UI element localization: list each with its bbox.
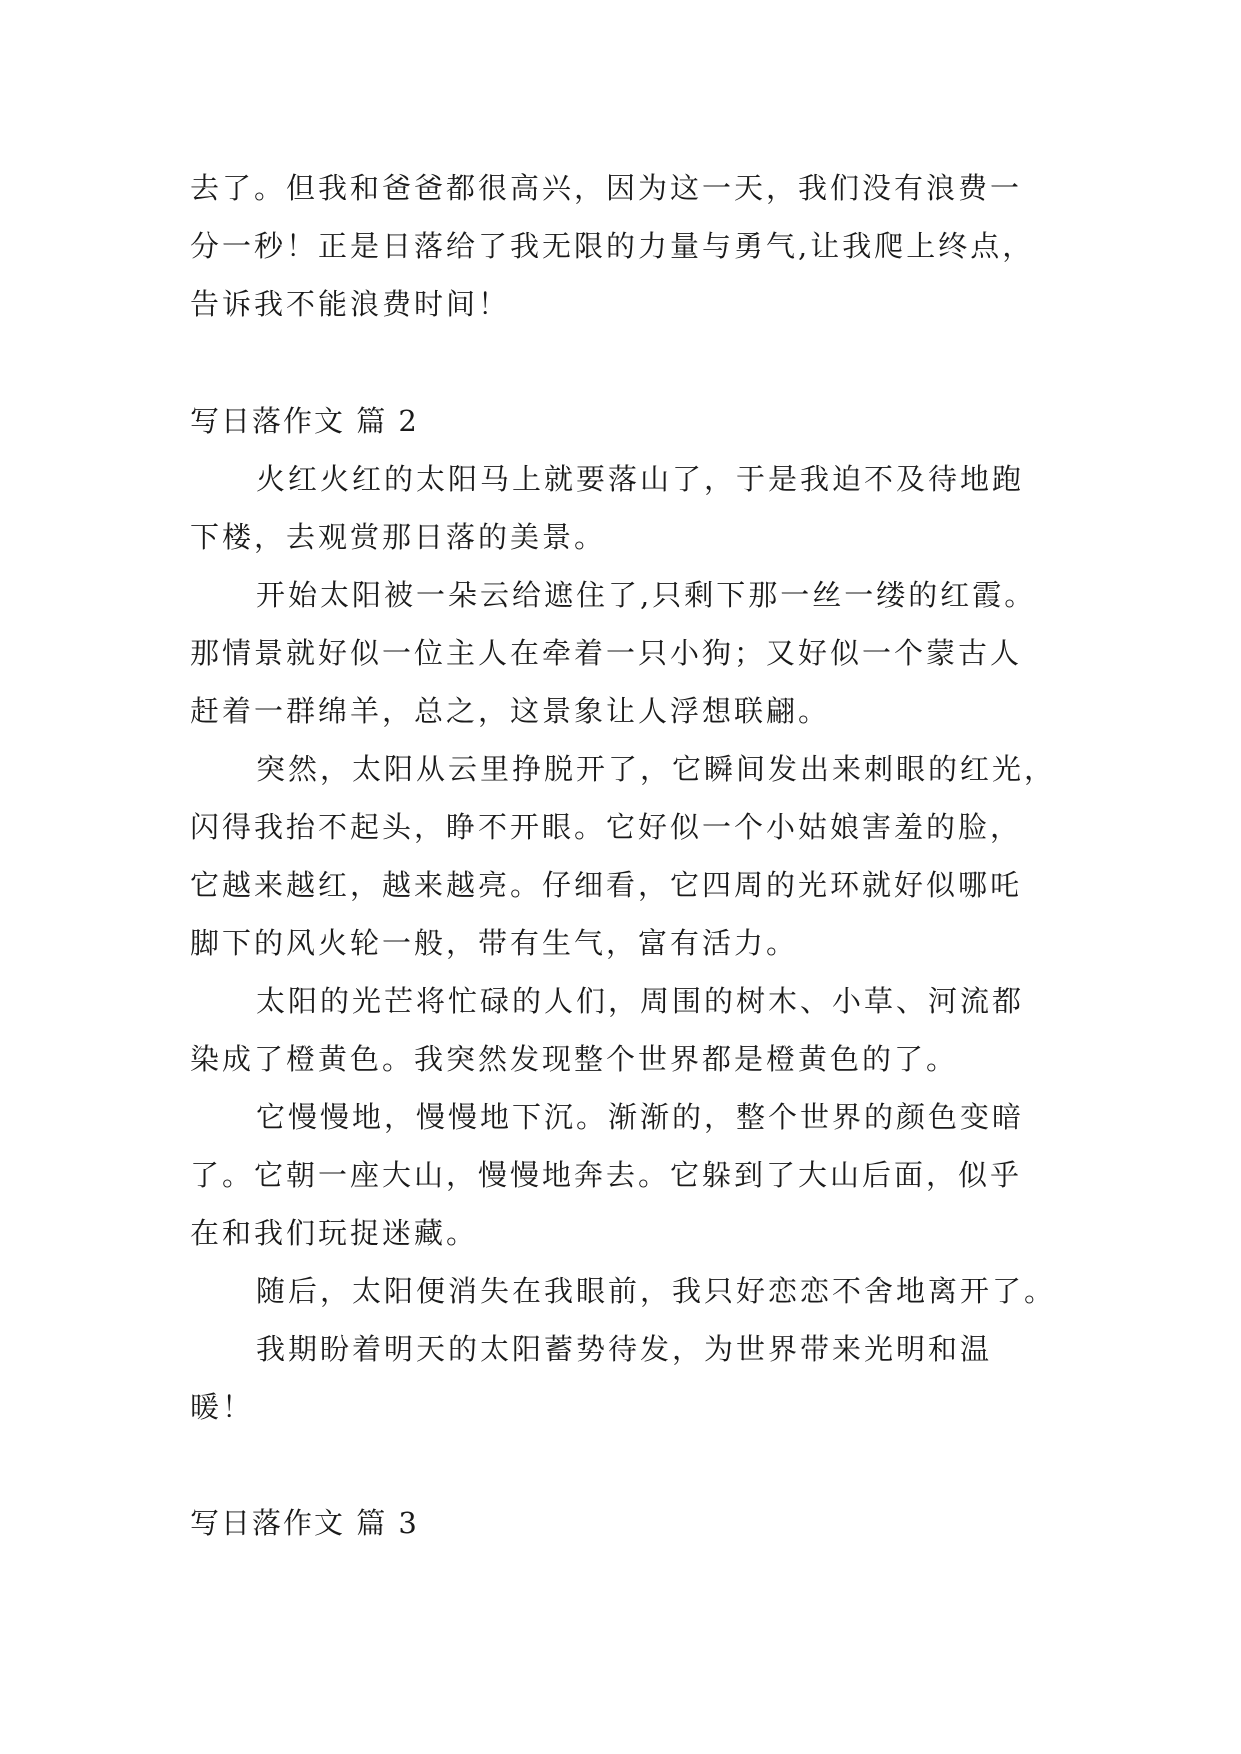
section-heading: 写日落作文 篇 2 xyxy=(190,404,419,438)
text-line: 随后，太阳便消失在我眼前，我只好恋恋不舍地离开了。 xyxy=(256,1274,1057,1308)
text-line: 开始太阳被一朵云给遮住了,只剩下那一丝一缕的红霞。 xyxy=(256,578,1037,612)
text-line: 我期盼着明天的太阳蓄势待发，为世界带来光明和温 xyxy=(256,1332,993,1366)
text-line: 它慢慢地，慢慢地下沉。渐渐的，整个世界的颜色变暗 xyxy=(256,1100,1025,1134)
text-line: 脚下的风火轮一般，带有生气，富有活力。 xyxy=(190,926,799,960)
text-line: 那情景就好似一位主人在牵着一只小狗；又好似一个蒙古人 xyxy=(190,636,1023,670)
text-line: 火红火红的太阳马上就要落山了，于是我迫不及待地跑 xyxy=(256,462,1025,496)
text-line: 太阳的光芒将忙碌的人们，周围的树木、小草、河流都 xyxy=(256,984,1025,1018)
text-line: 赶着一群绵羊，总之，这景象让人浮想联翩。 xyxy=(190,694,831,728)
text-line: 突然，太阳从云里挣脱开了，它瞬间发出来刺眼的红光， xyxy=(256,752,1057,786)
text-line: 染成了橙黄色。我突然发现整个世界都是橙黄色的了。 xyxy=(190,1042,959,1076)
text-line: 闪得我抬不起头，睁不开眼。它好似一个小姑娘害羞的脸， xyxy=(190,810,1023,844)
section-heading: 写日落作文 篇 3 xyxy=(190,1506,419,1540)
text-line: 分一秒！正是日落给了我无限的力量与勇气,让我爬上终点， xyxy=(190,229,1035,263)
text-line: 了。它朝一座大山，慢慢地奔去。它躲到了大山后面，似乎 xyxy=(190,1158,1023,1192)
text-line: 暖！ xyxy=(190,1390,255,1424)
text-line: 去了。但我和爸爸都很高兴，因为这一天，我们没有浪费一 xyxy=(190,171,1023,205)
text-line: 告诉我不能浪费时间！ xyxy=(190,287,511,321)
text-line: 下楼，去观赏那日落的美景。 xyxy=(190,520,607,554)
text-line: 在和我们玩捉迷藏。 xyxy=(190,1216,479,1250)
text-line: 它越来越红，越来越亮。仔细看，它四周的光环就好似哪吒 xyxy=(190,868,1023,902)
